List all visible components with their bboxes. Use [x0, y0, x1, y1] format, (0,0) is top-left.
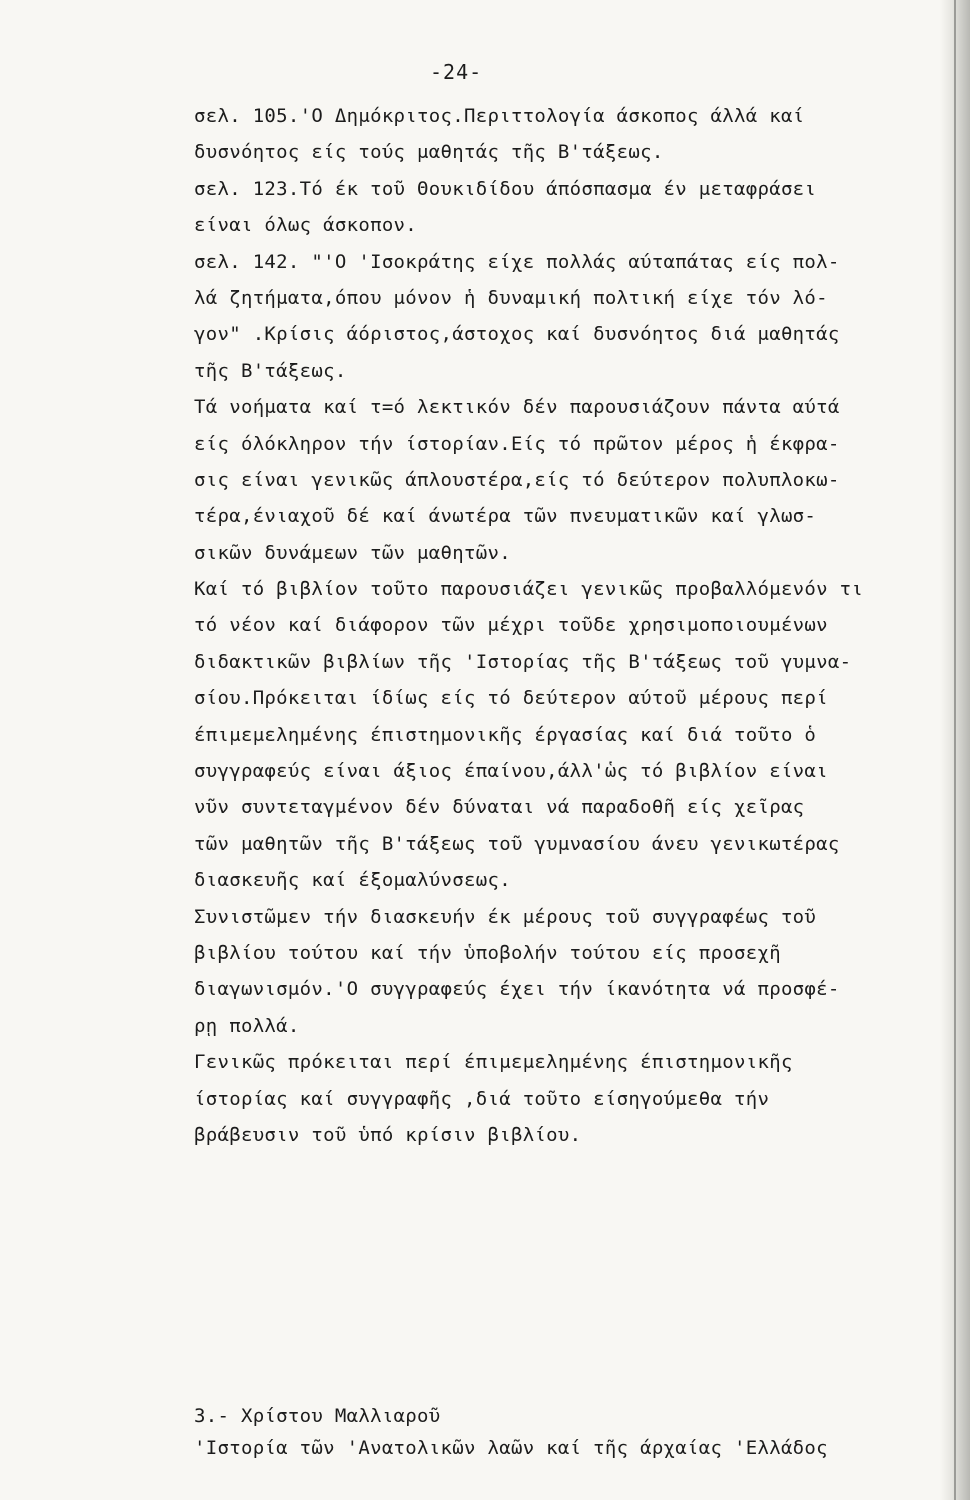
text-line: σίου.Πρόκειται ίδίως είς τό δεύτερον αύτοῦ μέρους περί	[194, 687, 828, 710]
text-line: βιβλίου τούτου καί τήν ὑποβολήν τούτου είς προσεχῆ	[194, 941, 781, 964]
text-line: ίστορίας καί συγγραφῆς ,διά τοῦτο είσηγούμεθα τήν	[194, 1087, 770, 1110]
text-line: διασκευῆς καί έξομαλύνσεως.	[194, 869, 511, 892]
text-line: τό νέον καί διάφορον τῶν μέχρι τοῦδε χρησιμοποιουμένων	[194, 614, 828, 637]
body-text	[194, 98, 934, 1153]
text-line: συγγραφεύς είναι άξιος έπαίνου,άλλ'ὡς τό βιβλίον είναι	[194, 760, 828, 783]
text-line: ρῃ πολλά.	[194, 1014, 300, 1037]
text-line: τῆς Β'τάξεως.	[194, 359, 347, 382]
text-line: είς όλόκληρον τήν ίστορίαν.Είς τό πρῶτον μέρος ἡ έκφρα-	[194, 432, 840, 455]
text-line: τῶν μαθητῶν τῆς Β'τάξεως τοῦ γυμνασίου άνευ γενικωτέρας	[194, 832, 840, 855]
entry-heading: 3.- Χρίστου Μαλλιαροῦ	[194, 1405, 441, 1427]
text-line: σελ. 142. "'Ο 'Ισοκράτης είχε πολλάς αύταπάτας είς πολ-	[194, 250, 840, 273]
text-line: νῦν συντεταγμένον δέν δύναται νά παραδοθῆ είς χεῖρας	[194, 796, 805, 819]
text-line: σικῶν δυνάμεων τῶν μαθητῶν.	[194, 541, 511, 564]
next-entry	[194, 1400, 934, 1464]
text-line: δυσνόητος είς τούς μαθητάς τῆς Β'τάξεως.	[194, 141, 664, 164]
text-line: γον" .Κρίσις άόριστος,άστοχος καί δυσνόητος διά μαθητάς	[194, 323, 840, 346]
text-line: Καί τό βιβλίον τοῦτο παρουσιάζει γενικῶς προβαλλόμενόν τι	[194, 578, 864, 601]
text-line: λά ζητήματα,όπου μόνον ἡ δυναμική πολτική είχε τόν λό-	[194, 286, 828, 309]
text-line: σελ. 105.'Ο Δημόκριτος.Περιττολογία άσκοπος άλλά καί	[194, 105, 805, 127]
text-line: βράβευσιν τοῦ ὑπό κρίσιν βιβλίου.	[194, 1123, 582, 1146]
page-edge-line	[954, 0, 956, 1500]
text-line: Τά νοήματα καί τ=ό λεκτικόν δέν παρουσιάζουν πάντα αύτά	[194, 396, 840, 419]
text-line: είναι όλως άσκοπον.	[194, 214, 418, 237]
entry-title: 'Ιστορία τῶν 'Ανατολικῶν λαῶν καί τῆς άρχαίας 'Ελλάδος	[194, 1437, 828, 1459]
text-line: Συνιστῶμεν τήν διασκευήν έκ μέρους τοῦ συγγραφέως τοῦ	[194, 905, 817, 928]
text-line: διαγωνισμόν.'Ο συγγραφεύς έχει τήν ίκανότητα νά προσφέ-	[194, 978, 840, 1001]
text-line: σις είναι γενικῶς άπλουστέρα,είς τό δεύτερον πολυπλοκω-	[194, 468, 840, 491]
page-number: -24-	[430, 60, 483, 84]
text-line: σελ. 123.Τό έκ τοῦ Θουκιδίδου άπόσπασμα έν μεταφράσει	[194, 177, 817, 200]
text-line: διδακτικῶν βιβλίων τῆς 'Ιστορίας τῆς Β'τάξεως τοῦ γυμνα-	[194, 650, 852, 673]
text-line: Γενικῶς πρόκειται περί έπιμεμελημένης έπιστημονικῆς	[194, 1051, 793, 1074]
text-line: έπιμεμελημένης έπιστημονικῆς έργασίας καί διά τοῦτο ὁ	[194, 723, 817, 746]
text-line: τέρα,ένιαχοῦ δέ καί άνωτέρα τῶν πνευματικῶν καί γλωσ-	[194, 505, 817, 528]
